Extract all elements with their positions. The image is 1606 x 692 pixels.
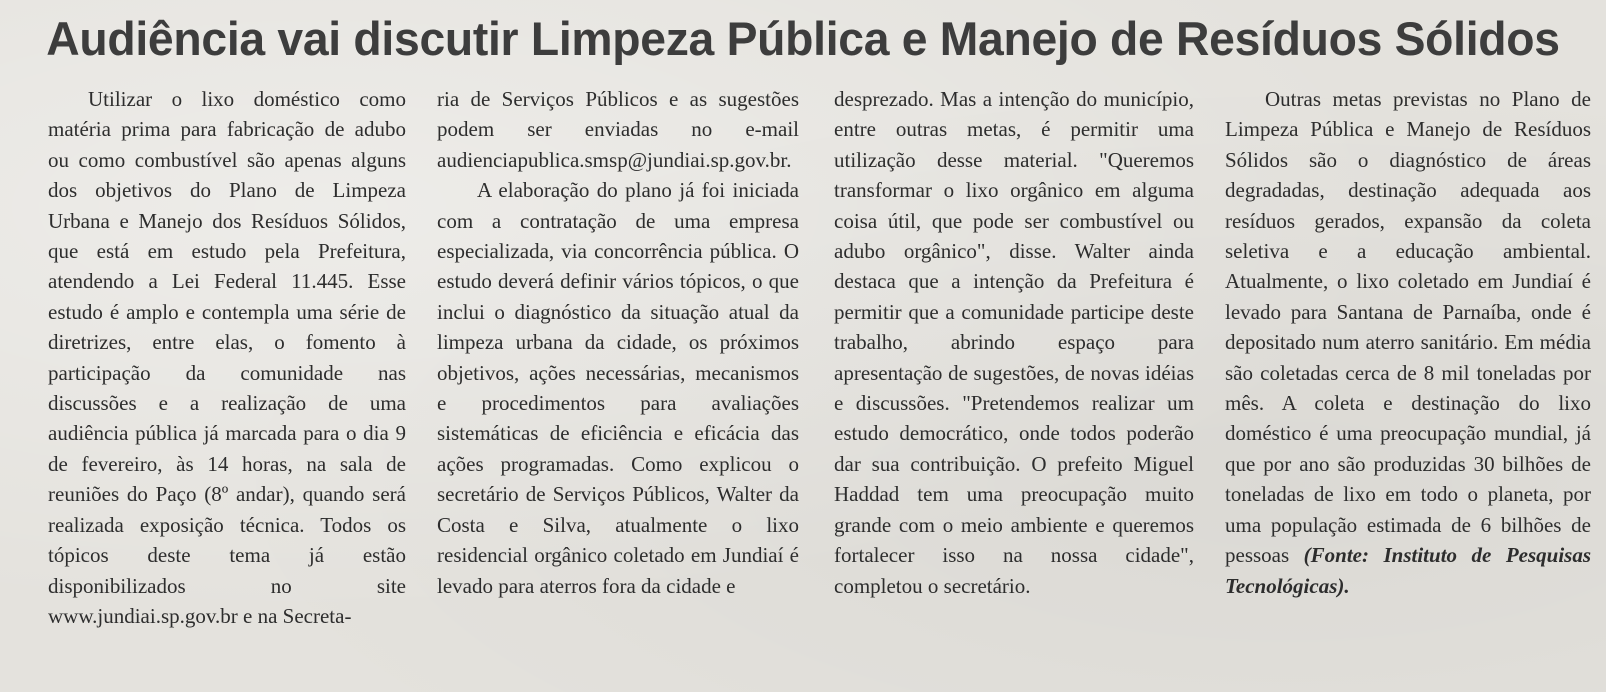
headline: Audiência vai discutir Limpeza Pública e Manejo de Resíduos Sólidos — [46, 12, 1560, 65]
article-body — [0, 84, 1606, 692]
paragraph-other-goals — [1225, 84, 1591, 601]
column-2 — [437, 84, 799, 601]
paragraph-other-goals-text: Outras metas previstas no Plano de Limpeza Pública e Manejo de Resíduos Sólidos são o diagnóstico de áreas degradadas, destinação adequada aos resíduos gerados, expansão da coleta seletiva e a educação ambiental. Atualmente, o lixo coletado em Jundiaí é levado para Santana de Parnaíba, onde é depositado num aterro sanitário. Em média são coletadas cerca de 8 mil toneladas por mês. A coleta e destinação do lixo doméstico é uma preocupação mundial, já que por ano são produzidas 30 bilhões de toneladas de lixo em todo o planeta, por uma população estimada de 6 bilhões de pessoas — [1225, 87, 1591, 568]
column-4 — [1225, 84, 1591, 601]
column-3 — [834, 84, 1194, 601]
paragraph-plan-elaboration-continued: desprezado. Mas a intenção do município, entre outras metas, é permitir uma utilização desse material. "Queremos transformar o lixo orgânico em alguma coisa útil, que pode ser combustível ou adubo orgânico", disse. Walter ainda destaca que a intenção da Prefeitura é permitir que a comunidade participe deste trabalho, abrindo espaço para apresentação de sugestões, de novas idéias e discussões. "Pretendemos realizar um estudo democrático, onde todos poderão dar sua contribuição. O prefeito Miguel Haddad tem uma preocupação muito grande com o meio ambiente e queremos fortalecer isso na nossa cidade", completou o secretário. — [834, 87, 1194, 598]
paragraph-plan-elaboration: A elaboração do plano já foi iniciada com a contratação de uma empresa especializada, via concorrência pública. O estudo deverá definir vários tópicos, o que inclui o diagnóstico da situação atual da limpeza urbana da cidade, os próximos objetivos, ações necessárias, mecanismos e procedimentos para avaliações sistemáticas de eficiência e eficácia das ações programadas. Como explicou o secretário de Serviços Públicos, Walter da Costa e Silva, atualmente o lixo residencial orgânico coletado em Jundiaí é levado para aterros fora da cidade e — [437, 178, 799, 598]
source-citation: (Fonte: Instituto de Pesquisas Tecnológicas). — [1225, 543, 1592, 598]
column-1 — [48, 84, 406, 631]
paragraph-intro-continued: ria de Serviços Públicos e as sugestões podem ser enviadas no e-mail audienciapublica.smsp@jundiai.sp.gov.br. — [437, 87, 799, 172]
paragraph-intro: Utilizar o lixo doméstico como matéria prima para fabricação de adubo ou como combustível são apenas alguns dos objetivos do Plano de Limpeza Urbana e Manejo dos Resíduos Sólidos, que está em estudo pela Prefeitura, atendendo a Lei Federal 11.445. Esse estudo é amplo e contempla uma série de diretrizes, entre elas, o fomento à participação da comunidade nas discussões e a realização de uma audiência pública já marcada para o dia 9 de fevereiro, às 14 horas, na sala de reuniões do Paço (8º andar), quando será realizada exposição técnica. Todos os tópicos deste tema já estão disponibilizados no site www.jundiai.sp.gov.br e na Secreta- — [48, 87, 406, 628]
